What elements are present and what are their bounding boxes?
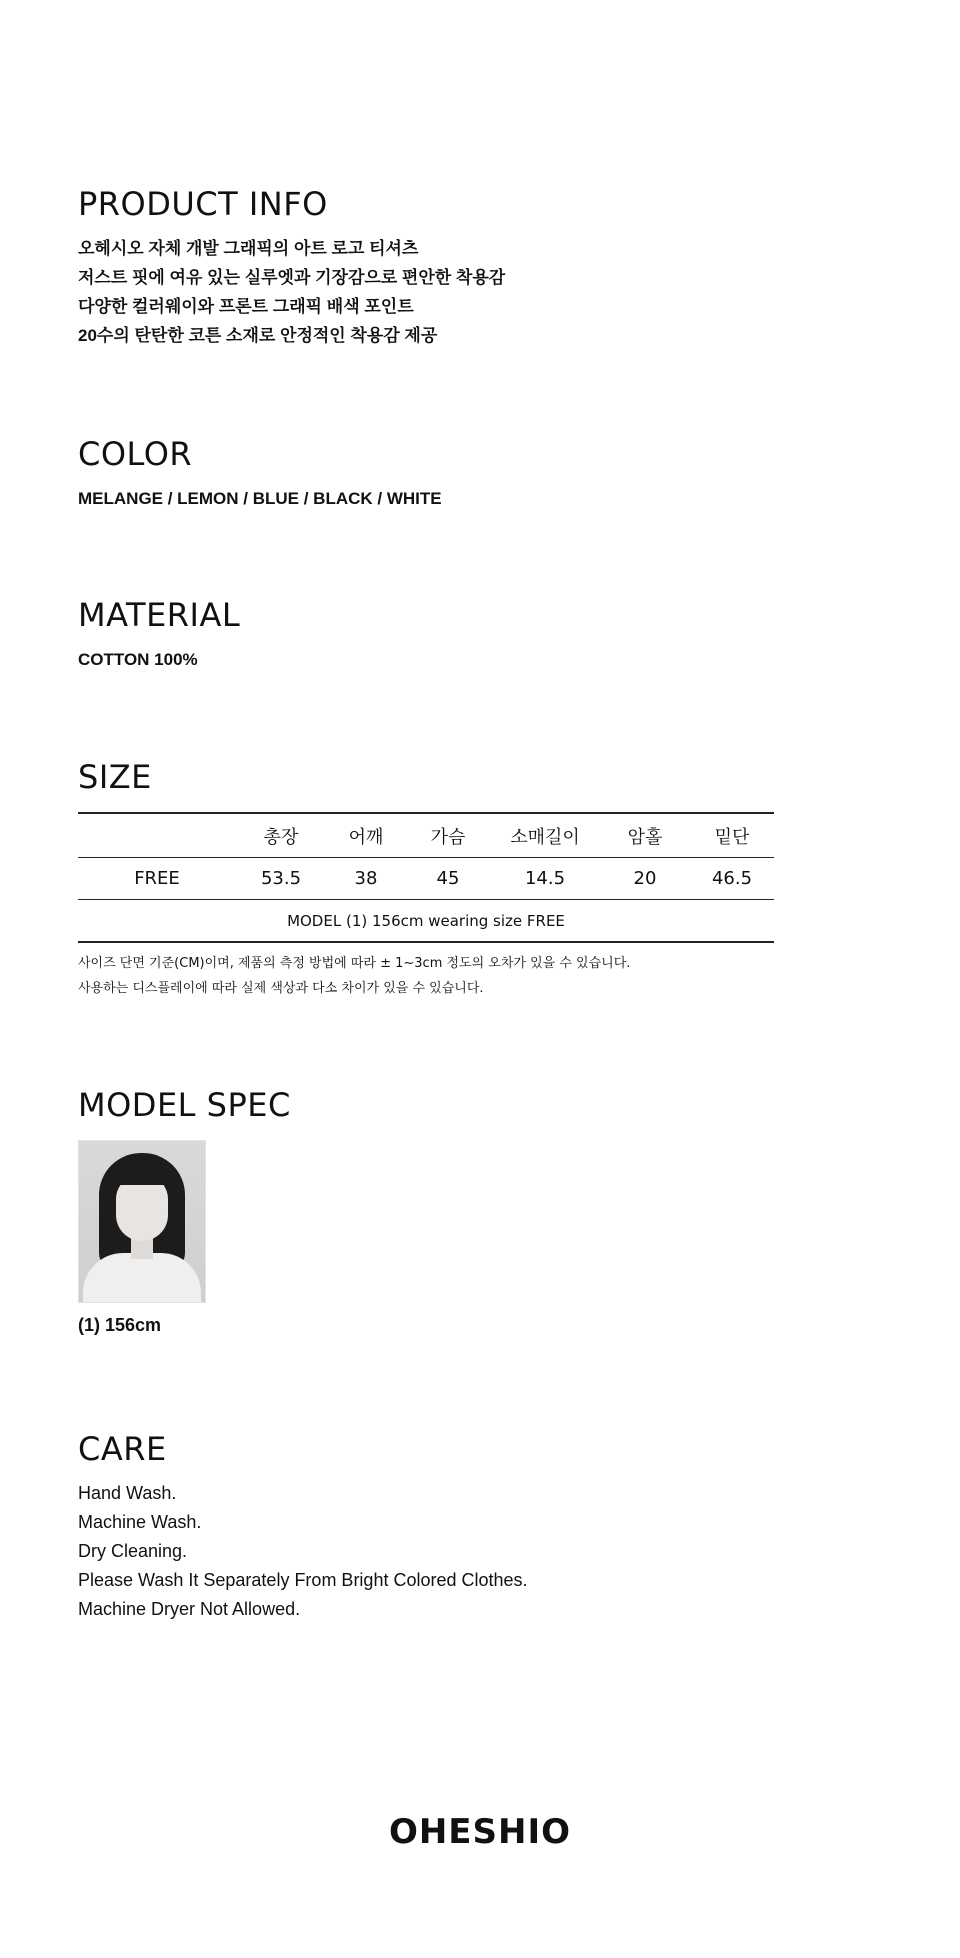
model-spec-section	[78, 1085, 291, 1336]
size-column-header: 총장	[236, 813, 326, 858]
size-cell: 53.5	[236, 858, 326, 900]
material-section	[78, 595, 240, 674]
size-section	[78, 757, 152, 797]
size-cell: 20	[600, 858, 690, 900]
brand-logo: OHESHIO	[388, 1812, 572, 1852]
care-line: Machine Dryer Not Allowed.	[78, 1599, 301, 1619]
size-note: 사용하는 디스플레이에 따라 실제 색상과 다소 차이가 있을 수 있습니다.	[78, 981, 484, 996]
size-note: 사이즈 단면 기준(CM)이며, 제품의 측정 방법에 따라 ± 1~3cm 정도의 오차가 있을 수 있습니다.	[78, 956, 631, 971]
size-cell: 45	[406, 858, 490, 900]
color-list: MELANGE / LEMON / BLUE / BLACK / WHITE	[78, 489, 442, 508]
size-cell: 14.5	[490, 858, 600, 900]
size-column-header	[78, 813, 236, 858]
product-info-line: 저스트 핏에 여유 있는 실루엣과 기장감으로 편안한 착용감	[78, 268, 506, 287]
size-column-header: 어깨	[326, 813, 406, 858]
size-cell: 46.5	[690, 858, 774, 900]
size-table	[78, 812, 774, 943]
material-text: COTTON 100%	[78, 650, 198, 669]
care-line: Machine Wash.	[78, 1512, 202, 1532]
color-heading: COLOR	[78, 435, 193, 473]
model-note-row	[78, 900, 774, 943]
care-line: Hand Wash.	[78, 1483, 177, 1503]
product-info-heading: PRODUCT INFO	[78, 185, 328, 223]
product-info-line: 다양한 컬러웨이와 프론트 그래픽 배색 포인트	[78, 297, 414, 316]
color-section	[78, 434, 442, 513]
product-info-section	[78, 184, 505, 350]
model-caption: (1) 156cm	[78, 1315, 162, 1335]
model-note: MODEL (1) 156cm wearing size FREE	[78, 900, 774, 943]
size-table-header	[78, 813, 774, 858]
size-column-header: 밑단	[690, 813, 774, 858]
product-info-line: 오헤시오 자체 개발 그래픽의 아트 로고 티셔츠	[78, 239, 419, 258]
material-heading: MATERIAL	[78, 596, 241, 634]
size-column-header: 가슴	[406, 813, 490, 858]
size-column-header: 암홀	[600, 813, 690, 858]
table-row	[78, 858, 774, 900]
size-cell: 38	[326, 858, 406, 900]
model-spec-heading: MODEL SPEC	[78, 1086, 291, 1124]
size-column-header: 소매길이	[490, 813, 600, 858]
care-line: Please Wash It Separately From Bright Colored Clothes.	[78, 1570, 528, 1590]
size-heading: SIZE	[78, 758, 152, 796]
model-photo	[78, 1140, 206, 1303]
product-info-lines	[78, 234, 505, 350]
care-section	[78, 1429, 528, 1624]
care-heading: CARE	[78, 1430, 167, 1468]
size-cell: FREE	[78, 858, 236, 900]
product-info-line: 20수의 탄탄한 코튼 소재로 안정적인 착용감 제공	[78, 326, 438, 345]
care-line: Dry Cleaning.	[78, 1541, 188, 1561]
size-notes	[78, 951, 630, 1001]
